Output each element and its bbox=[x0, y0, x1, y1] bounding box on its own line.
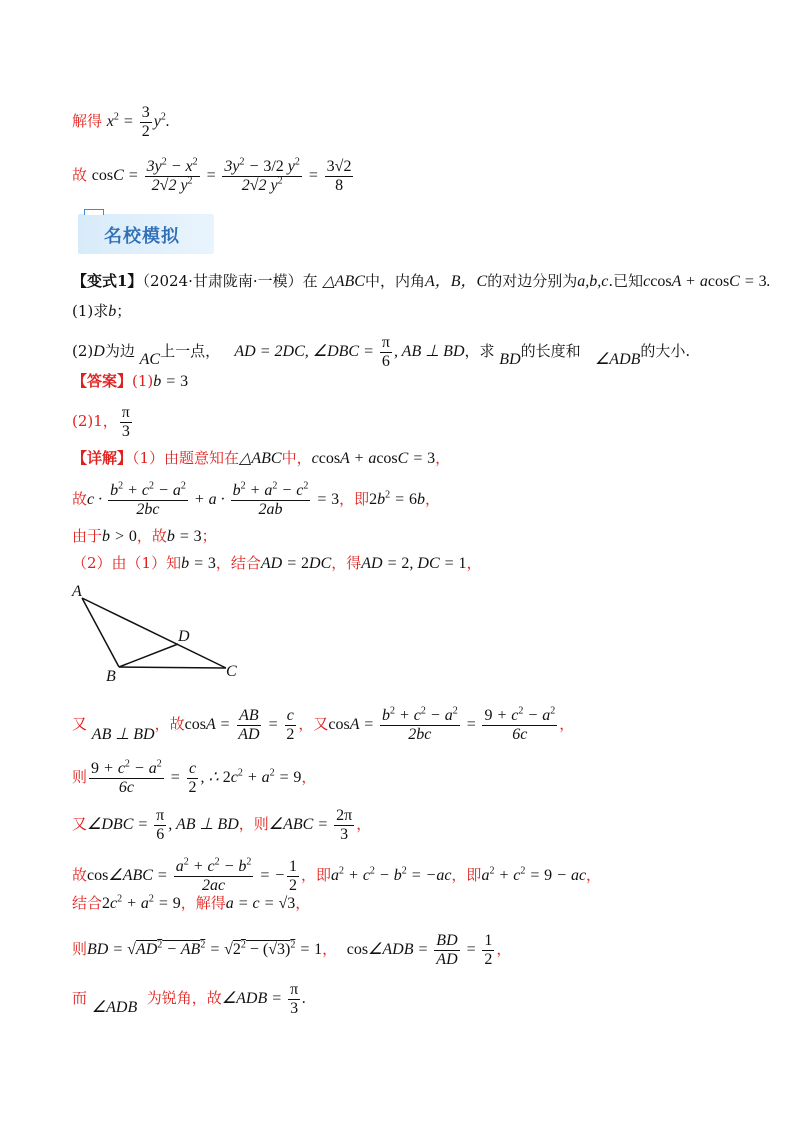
label-A: A bbox=[72, 583, 82, 600]
math-b-eq3: b = 3 bbox=[166, 528, 202, 545]
math-eq-9ac: $a^2 + c^2 = 9$ − ac bbox=[481, 865, 587, 885]
math-AC: AC bbox=[139, 351, 161, 369]
problem-line-1 bbox=[72, 271, 771, 292]
det4b-text: ，结合 bbox=[215, 554, 261, 572]
math-pi3: $\frac{\pi}{3}$ bbox=[121, 404, 130, 440]
ze3-text: 则 bbox=[72, 940, 88, 959]
detail-label: 【详解】 bbox=[72, 449, 133, 467]
problem-source: （2024·甘肃陇南·一模）在 bbox=[142, 272, 318, 290]
text-known: .已知 bbox=[608, 272, 644, 290]
math-q2-conditions: AD = 2DC, ∠DBC = $\frac{\pi}{6}$ , AB ⊥ BD bbox=[234, 334, 465, 370]
math-angle-ADB: ∠ADB bbox=[594, 351, 641, 369]
det1b-text: 中， bbox=[281, 449, 312, 467]
math-eq-ac: $a^2 + c^2 - b^2 = -ac$ bbox=[331, 865, 452, 885]
math-BD-value: BD = $√AD^2 - AB^2 = √2^2 - (√3)^2 = 1$ bbox=[87, 939, 323, 959]
q2-e: 的大小. bbox=[640, 342, 691, 361]
q1-text: (1)求 bbox=[72, 302, 109, 320]
detail-line-4: （2）由（1）知b = 3，结合AD = 2DC，得AD = 2, DC = 1， bbox=[72, 554, 482, 572]
you3-text: 又 bbox=[72, 815, 88, 834]
detail-line-10: 则BD = $√AD^2 - AB^2 = √2^2 - (√3)^2 = 1$， cos∠ADB = $\frac{BD}{AD}$ = $\frac{1}{2}$ ， bbox=[72, 932, 512, 968]
ans2-text: (2)1， bbox=[72, 412, 118, 431]
math-cos-ADB: cos∠ADB = $\frac{BD}{AD}$ = $\frac{1}{2}$ bbox=[346, 932, 493, 968]
q2-c: ，求 bbox=[464, 342, 495, 361]
detail-line-9: 结合$2c^2 + a^2 = 9$，解得a = c = √3， bbox=[72, 893, 311, 912]
edge-AB bbox=[82, 598, 119, 667]
det2b-text: ，即 bbox=[339, 490, 370, 509]
detail-line-5: 又 AB ⊥ BD，故cosA = $\frac{AB}{AD}$ = $\frac{c}{2}$ ，又cosA = $\frac{b^2 + c^2 - a^2}{2bc}$ = $\frac{9 + c^2 - a^2}{6c}$ ， bbox=[72, 705, 575, 744]
detail-line-6: 则 $\frac{9 + c^2 - a^2}{6c}$ = $\frac{c}{2}$ , ∴ $2c^2 + a^2 = 9$， bbox=[72, 758, 317, 796]
q2-b: 上一点， bbox=[160, 342, 221, 361]
det1-text: （1）由题意知在 bbox=[132, 449, 240, 467]
math-AD2-DC1: AD = 2, DC = 1 bbox=[361, 555, 467, 572]
det3a-text: 由于 bbox=[72, 527, 103, 545]
det3b-text: ，故 bbox=[136, 527, 167, 545]
triangle-figure bbox=[64, 578, 254, 682]
det4a-text: （2）由（1）知 bbox=[72, 554, 182, 572]
formula-x2: $x^2$ = $\frac{3}{2}$ $y^2$. bbox=[106, 104, 170, 140]
det3c-text: ； bbox=[201, 527, 217, 545]
detail-line-11 bbox=[72, 981, 306, 1018]
math-AD2DC: AD = 2DC bbox=[260, 555, 332, 572]
jd-text: ，解得 bbox=[180, 894, 226, 912]
label-D: D bbox=[178, 628, 190, 645]
math-angle-ADB-2: ∠ADB bbox=[91, 999, 138, 1017]
math-bgt0: b > 0 bbox=[102, 528, 137, 545]
rj-text: 为锐角，故 bbox=[146, 989, 222, 1008]
section-banner bbox=[78, 214, 214, 254]
math-D: D bbox=[93, 343, 105, 361]
math-b-eq3b: b = 3 bbox=[181, 555, 216, 572]
math-cond2: ccosA + acosC = 3 bbox=[311, 450, 436, 467]
ji-text: ，即 bbox=[301, 866, 332, 885]
detail-line-8: 故cos∠ABC = $\frac{a^2 + c^2 - b^2}{2ac}$ = − $\frac{1}{2}$ ，即$a^2 + c^2 - b^2 = -ac$，即$a^2 + c^2 = 9$ − ac， bbox=[72, 856, 602, 894]
edge-BD bbox=[119, 644, 178, 667]
math-b3: b = 3 bbox=[153, 373, 189, 390]
q2-a: 为边 bbox=[104, 342, 135, 361]
text-gu: 故 bbox=[72, 166, 88, 185]
math-angle-DBC: ∠DBC = $\frac{\pi}{6}$ , AB ⊥ BD bbox=[87, 807, 239, 843]
detail-line-2: 故c · $\frac{b^2 + c^2 - a^2}{2bc}$ + a · $\frac{b^2 + a^2 - c^2}{2ab}$ = 3，即$2b^2 = 6b$， bbox=[72, 480, 440, 518]
label-B: B bbox=[106, 668, 116, 682]
q2-d: 的长度和 bbox=[520, 342, 581, 361]
math-cos-ABC: cos∠ABC = $\frac{a^2 + c^2 - b^2}{2ac}$ = − $\frac{1}{2}$ bbox=[87, 856, 297, 894]
answer-line-1 bbox=[72, 371, 188, 392]
you-text: 又 bbox=[72, 715, 88, 734]
math-condition: ccosA + acosC = 3. bbox=[643, 273, 771, 290]
gu3-text: 故 bbox=[72, 866, 88, 885]
math-angle-ABC: ∠ABC = $\frac{2\pi}{3}$ bbox=[268, 807, 353, 843]
detail-line-3 bbox=[72, 526, 217, 547]
math-triangle: △ABC bbox=[322, 273, 365, 290]
math-BD: BD bbox=[499, 351, 521, 369]
problem-q2 bbox=[72, 334, 690, 371]
math-abc-sides: a,b,c bbox=[577, 273, 609, 290]
math-ac-sqrt3: a = c = √3 bbox=[225, 895, 296, 912]
banner-tab-icon bbox=[84, 209, 104, 215]
det4c-text: ，得 bbox=[331, 554, 362, 572]
q2-prefix: (2) bbox=[72, 342, 94, 361]
math-b: b bbox=[108, 303, 117, 320]
math-cosine-law: c · $\frac{b^2 + c^2 - a^2}{2bc}$ + a · $\frac{b^2 + a^2 - c^2}{2ab}$ = 3 bbox=[87, 480, 340, 518]
variant-label: 【变式1】 bbox=[72, 272, 143, 290]
gu-text: ，故 bbox=[154, 715, 185, 734]
math-2b2: $2b^2 = 6b$ bbox=[369, 489, 425, 509]
text-solve: 解得 bbox=[72, 112, 103, 131]
math-cosA-2: cosA = $\frac{b^2 + c^2 - a^2}{2bc}$ = $\frac{9 + c^2 - a^2}{6c}$ bbox=[328, 705, 556, 743]
jh-text: 结合 bbox=[72, 894, 103, 912]
you2-text: ，又 bbox=[298, 715, 329, 734]
ji-text-2: ，即 bbox=[451, 866, 482, 885]
edge-BC bbox=[119, 667, 226, 668]
text-mid2: 的对边分别为 bbox=[487, 272, 578, 290]
ze-text: 则 bbox=[72, 768, 88, 787]
problem-q1: (1)求b； bbox=[72, 302, 132, 320]
text-mid: 中，内角 bbox=[364, 272, 425, 290]
det2-text: 故 bbox=[72, 490, 88, 509]
answer-label: 【答案】 bbox=[72, 372, 133, 390]
math-eq-2c2: $\frac{9 + c^2 - a^2}{6c}$ = $\frac{c}{2}$ , ∴ $2c^2 + a^2 = 9$ bbox=[91, 758, 302, 796]
line-solve-x2 bbox=[72, 104, 170, 141]
answer-line-2 bbox=[72, 404, 134, 441]
math-cosA-1: cosA = $\frac{AB}{AD}$ = $\frac{c}{2}$ bbox=[184, 707, 295, 743]
formula-cosC: cosC = $\frac{3y^2 - x^2}{2√2 y^2}$ = $\frac{3y^2 - 3/2 y^2}{2√2 y^2}$ = $\frac{3√2}{8}$ bbox=[91, 156, 352, 194]
er-text: 而 bbox=[72, 989, 88, 1008]
math-AB-perp-BD: AB ⊥ BD bbox=[91, 726, 155, 744]
math-ADB-pi3: ∠ADB = $\frac{\pi}{3}$ . bbox=[221, 981, 307, 1017]
math-2c2a2: $2c^2 + a^2 = 9$ bbox=[102, 893, 181, 912]
ze2-text: ，则 bbox=[238, 815, 269, 834]
detail-line-1: 【详解】（1）由题意知在△ABC中，ccosA + acosC = 3， bbox=[72, 449, 451, 467]
edge-AC bbox=[82, 598, 226, 668]
math-abc-angles: A，B，C bbox=[424, 273, 488, 290]
ans1-text: (1) bbox=[132, 372, 154, 390]
line-cosC bbox=[72, 158, 355, 195]
detail-line-7: 又∠DBC = $\frac{\pi}{6}$ , AB ⊥ BD，则∠ABC = $\frac{2\pi}{3}$ ， bbox=[72, 807, 372, 843]
label-C: C bbox=[226, 663, 237, 680]
math-tri2: △ABC bbox=[239, 450, 282, 467]
banner-title: 名校模拟 bbox=[104, 226, 180, 247]
